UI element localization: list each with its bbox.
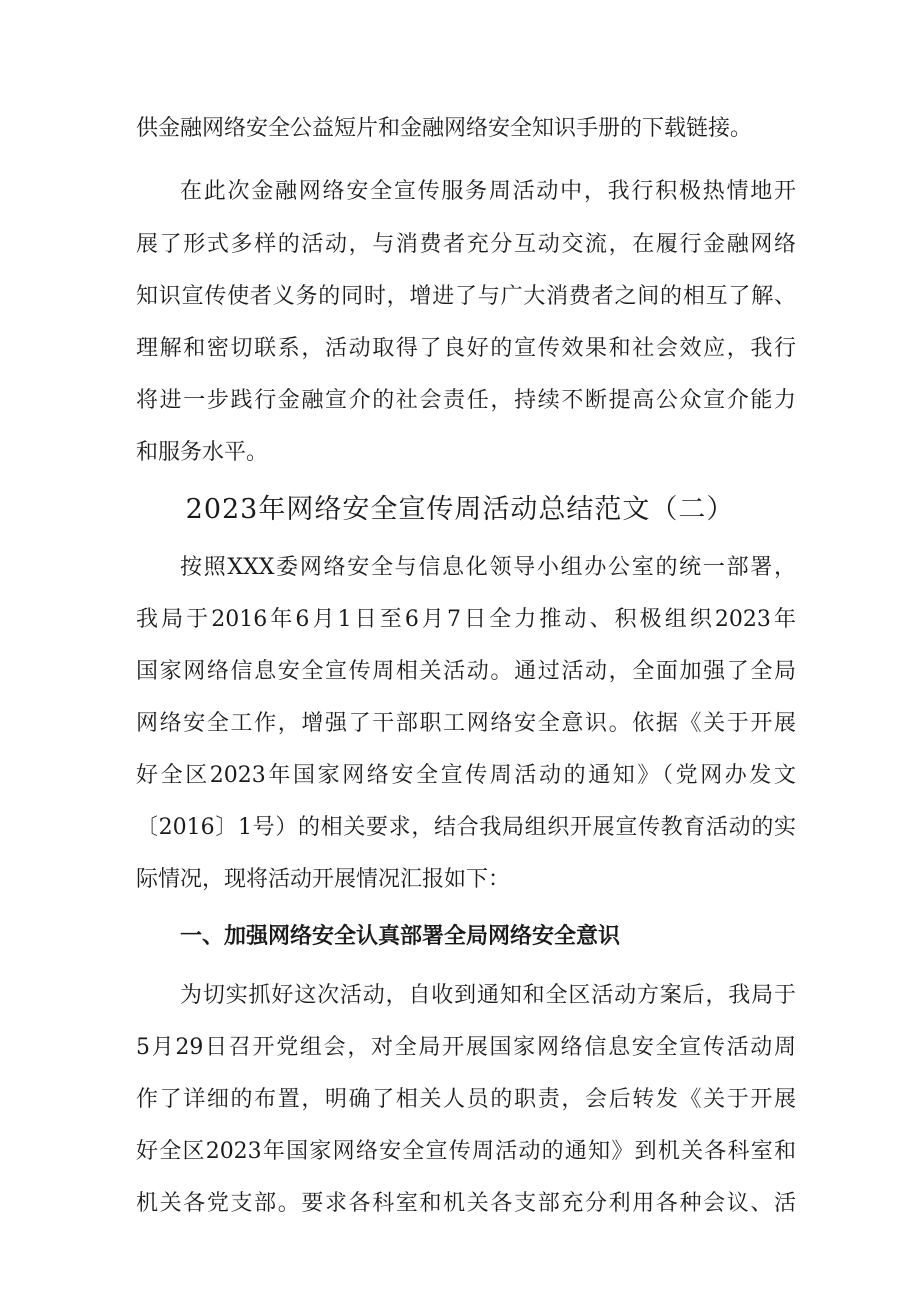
section-heading: 一、加强网络安全认真部署全局网络安全意识 xyxy=(180,923,621,949)
paragraph-3-line-2: 我局于2016年6月1日至6月7日全力推动、积极组织2023年 xyxy=(136,607,796,632)
paragraph-3-line-1: 按照XXX委网络安全与信息化领导小组办公室的统一部署， xyxy=(180,555,796,580)
paragraph-2-line-1: 在此次金融网络安全宣传服务周活动中，我行积极热情地开 xyxy=(180,179,796,204)
paragraph-3-line-3: 国家网络信息安全宣传周相关活动。通过活动，全面加强了全局 xyxy=(136,659,796,684)
section-title: 2023年网络安全宣传周活动总结范文（二） xyxy=(185,494,735,525)
paragraph-3-line-7: 际情况，现将活动开展情况汇报如下： xyxy=(136,867,511,892)
paragraph-2-line-4: 理解和密切联系，活动取得了良好的宣传效果和社会效应，我行 xyxy=(136,336,796,361)
paragraph-2-line-3: 知识宣传使者义务的同时，增进了与广大消费者之间的相互了解、 xyxy=(136,284,796,309)
paragraph-2-line-6: 和服务水平。 xyxy=(136,440,269,465)
paragraph-4-line-5: 机关各党支部。要求各科室和机关各支部充分利用各种会议、活 xyxy=(136,1191,796,1216)
paragraph-4-line-1: 为切实抓好这次活动，自收到通知和全区活动方案后，我局于 xyxy=(180,983,796,1008)
paragraph-4-line-4: 好全区2023年国家网络安全宣传周活动的通知》到机关各科室和 xyxy=(136,1139,796,1164)
paragraph-4-line-2: 5月29日召开党组会，对全局开展国家网络信息安全宣传活动周 xyxy=(136,1035,796,1060)
paragraph-3-line-5: 好全区2023年国家网络安全宣传周活动的通知》（党网办发文 xyxy=(136,763,796,788)
paragraph-2-line-2: 展了形式多样的活动，与消费者充分互动交流，在履行金融网络 xyxy=(136,232,796,257)
paragraph-1-line-1: 供金融网络安全公益短片和金融网络安全知识手册的下载链接。 xyxy=(136,116,753,141)
paragraph-3-line-6: 〔2016〕1号）的相关要求，结合我局组织开展宣传教育活动的实 xyxy=(136,815,796,840)
paragraph-3-line-4: 网络安全工作，增强了干部职工网络安全意识。依据《关于开展 xyxy=(136,711,796,736)
paragraph-4-line-3: 作了详细的布置，明确了相关人员的职责，会后转发《关于开展 xyxy=(136,1087,796,1112)
paragraph-2-line-5: 将进一步践行金融宣介的社会责任，持续不断提高公众宣介能力 xyxy=(136,388,796,413)
